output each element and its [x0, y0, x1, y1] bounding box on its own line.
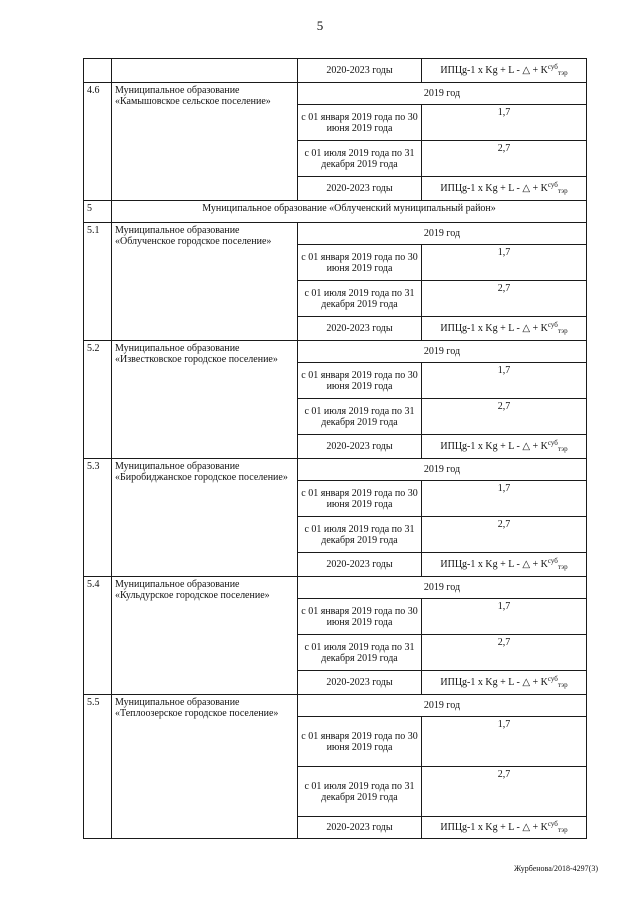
value-first-half: 1,7	[422, 245, 587, 281]
year-cell: 2019 год	[298, 459, 587, 481]
value-second-half: 2,7	[422, 767, 587, 817]
period-second-half: с 01 июля 2019 года по 31 декабря 2019 года	[298, 281, 422, 317]
municipality-title: Муниципальное образование	[115, 225, 240, 236]
period-cell: 2020-2023 годы	[298, 671, 422, 695]
formula-sup: суб	[547, 557, 558, 565]
year-cell: 2019 год	[298, 577, 587, 599]
value-second-half: 2,7	[422, 399, 587, 435]
formula-sup: суб	[547, 439, 558, 447]
formula-sub: тэр	[557, 826, 568, 834]
municipality-name: «Теплоозерское городское поселение»	[115, 708, 279, 719]
value-second-half: 2,7	[422, 517, 587, 553]
row-number: 5.5	[84, 695, 112, 839]
value-first-half: 1,7	[422, 599, 587, 635]
row-number: 4.6	[84, 83, 112, 201]
value-first-half: 1,7	[422, 481, 587, 517]
table-row	[84, 59, 587, 83]
formula-cell	[422, 317, 587, 341]
formula-sub: тэр	[557, 681, 568, 689]
period-cell: 2020-2023 годы	[298, 317, 422, 341]
year-cell: 2019 год	[298, 695, 587, 717]
district-name: Муниципальное образование «Облученский муниципальный район»	[112, 201, 587, 223]
municipality-name-cell	[112, 577, 298, 695]
table-row	[84, 695, 587, 717]
municipality-name-cell	[112, 341, 298, 459]
formula-cell	[422, 671, 587, 695]
period-first-half: с 01 января 2019 года по 30 июня 2019 года	[298, 245, 422, 281]
year-cell: 2019 год	[298, 223, 587, 245]
formula-cell	[422, 177, 587, 201]
period-second-half: с 01 июля 2019 года по 31 декабря 2019 года	[298, 635, 422, 671]
formula-cell	[422, 59, 587, 83]
period-first-half: с 01 января 2019 года по 30 июня 2019 года	[298, 717, 422, 767]
table-row	[84, 577, 587, 599]
period-cell: 2020-2023 годы	[298, 59, 422, 83]
municipality-name-cell	[112, 459, 298, 577]
period-cell: 2020-2023 годы	[298, 553, 422, 577]
formula-sub: тэр	[557, 563, 568, 571]
formula-sub: тэр	[557, 445, 568, 453]
formula-text: ИПЦg-1 х Kg + L - △ + K	[440, 559, 548, 570]
municipality-name-cell	[112, 223, 298, 341]
value-first-half: 1,7	[422, 717, 587, 767]
row-number: 5.4	[84, 577, 112, 695]
district-number: 5	[84, 201, 112, 223]
formula-text: ИПЦg-1 х Kg + L - △ + K	[440, 822, 548, 833]
period-second-half: с 01 июля 2019 года по 31 декабря 2019 года	[298, 517, 422, 553]
formula-sup: суб	[547, 63, 558, 71]
table-row	[84, 201, 587, 223]
formula-cell	[422, 435, 587, 459]
tariff-table	[83, 58, 587, 839]
formula-sup: суб	[547, 675, 558, 683]
municipality-name: «Биробиджанское городское поселение»	[115, 472, 288, 483]
formula-sup: суб	[547, 321, 558, 329]
table-row	[84, 223, 587, 245]
formula-text: ИПЦg-1 х Kg + L - △ + K	[440, 183, 548, 194]
formula-sup: суб	[547, 820, 558, 828]
table-row	[84, 459, 587, 481]
formula-text: ИПЦg-1 х Kg + L - △ + K	[440, 677, 548, 688]
period-second-half: с 01 июля 2019 года по 31 декабря 2019 года	[298, 141, 422, 177]
municipality-name: «Известковское городское поселение»	[115, 354, 278, 365]
table-row	[84, 83, 587, 105]
value-second-half: 2,7	[422, 281, 587, 317]
document-footer: Журбенова/2018-4297(3)	[513, 864, 598, 873]
value-second-half: 2,7	[422, 635, 587, 671]
municipality-title: Муниципальное образование	[115, 85, 240, 96]
period-cell: 2020-2023 годы	[298, 435, 422, 459]
formula-sub: тэр	[557, 69, 568, 77]
value-first-half: 1,7	[422, 363, 587, 399]
formula-sup: суб	[547, 181, 558, 189]
formula-sub: тэр	[557, 187, 568, 195]
municipality-name-cell	[112, 83, 298, 201]
row-number: 5.2	[84, 341, 112, 459]
period-cell: 2020-2023 годы	[298, 177, 422, 201]
formula-sub: тэр	[557, 327, 568, 335]
formula-cell	[422, 553, 587, 577]
municipality-title: Муниципальное образование	[115, 461, 240, 472]
formula-text: ИПЦg-1 х Kg + L - △ + K	[440, 323, 548, 334]
value-first-half: 1,7	[422, 105, 587, 141]
municipality-name: «Камышовское сельское поселение»	[115, 96, 271, 107]
table-row	[84, 341, 587, 363]
formula-cell	[422, 817, 587, 839]
municipality-name-cell	[112, 695, 298, 839]
formula-text: ИПЦg-1 х Kg + L - △ + K	[440, 65, 548, 76]
municipality-title: Муниципальное образование	[115, 579, 240, 590]
period-first-half: с 01 января 2019 года по 30 июня 2019 года	[298, 481, 422, 517]
municipality-name: «Кульдурское городское поселение»	[115, 590, 270, 601]
year-cell: 2019 год	[298, 83, 587, 105]
row-number: 5.3	[84, 459, 112, 577]
period-cell: 2020-2023 годы	[298, 817, 422, 839]
period-first-half: с 01 января 2019 года по 30 июня 2019 года	[298, 105, 422, 141]
municipality-name: «Облученское городское поселение»	[115, 236, 272, 247]
row-number: 5.1	[84, 223, 112, 341]
value-second-half: 2,7	[422, 141, 587, 177]
municipality-title: Муниципальное образование	[115, 697, 240, 708]
year-cell: 2019 год	[298, 341, 587, 363]
municipality-title: Муниципальное образование	[115, 343, 240, 354]
period-second-half: с 01 июля 2019 года по 31 декабря 2019 года	[298, 399, 422, 435]
period-first-half: с 01 января 2019 года по 30 июня 2019 года	[298, 599, 422, 635]
formula-text: ИПЦg-1 х Kg + L - △ + K	[440, 441, 548, 452]
period-first-half: с 01 января 2019 года по 30 июня 2019 года	[298, 363, 422, 399]
period-second-half: с 01 июля 2019 года по 31 декабря 2019 года	[298, 767, 422, 817]
page-number: 5	[316, 18, 324, 33]
